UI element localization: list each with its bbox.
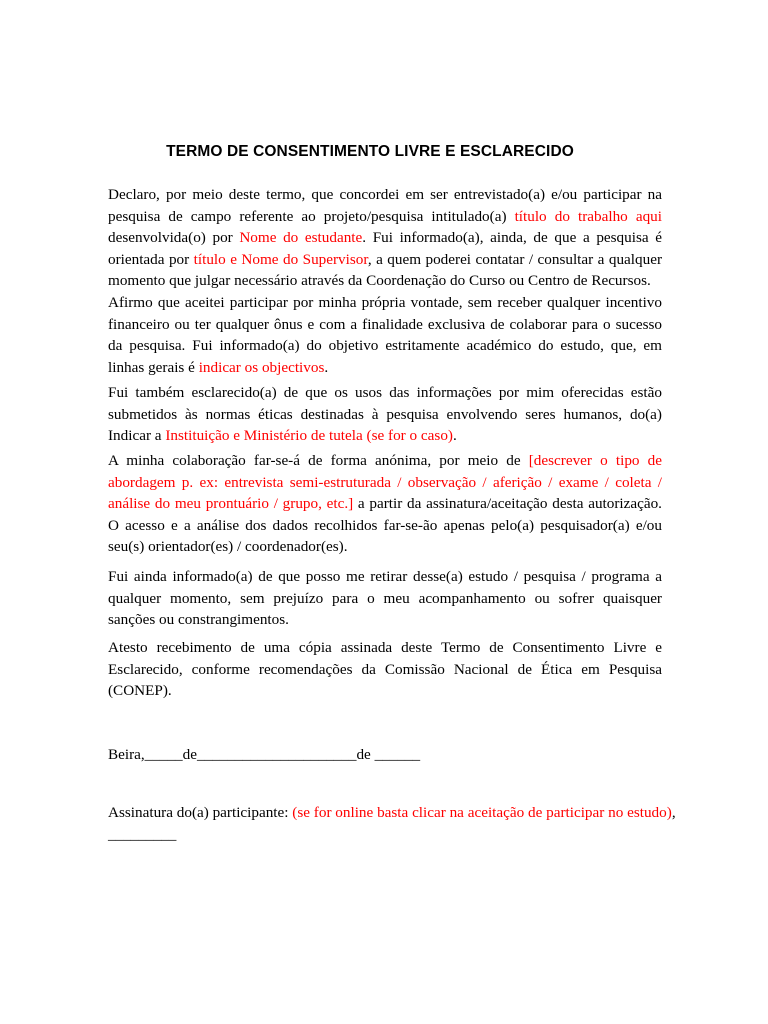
paragraph-copy-receipt: Atesto recebimento de uma cópia assinada deste Termo de Consentimento Livre e Esclarecido, conforme recomendações da Comissão Nacional de Ética em Pesquisa (CONEP). [108, 639, 662, 699]
text-segment: desenvolvida(o) por [108, 229, 240, 246]
signature-online-note: (se for online basta clicar na aceitação de participar no estudo) [292, 804, 672, 821]
signature-suffix: , [671, 804, 676, 821]
text-segment: A minha colaboração far-se-á de forma anónima, por meio de [108, 452, 529, 469]
text-segment: Declaro, por meio deste termo, que concordei em ser entrevistado(a) e/ou participar na pesquisa de campo referente ao projeto/pesquisa intitulado(a) [108, 186, 662, 225]
document-title: TERMO DE CONSENTIMENTO LIVRE E ESCLARECIDO [166, 143, 574, 160]
placeholder-supervisor: título e Nome do Supervisor [193, 250, 368, 268]
paragraph-ethics [108, 382, 662, 447]
text-segment: . [452, 427, 457, 444]
date-line: Beira,_____de_____________________de ______ [108, 746, 421, 763]
text-segment: . [324, 358, 329, 376]
text-segment: Afirmo que aceitei participar por minha própria vontade, sem receber qualquer incentivo financeiro ou ter qualquer ônus e com a finalidade exclusiva de colaborar para o sucesso da pesquisa. Fui informado(a) do objetivo estritamente académico do estudo, que, em linhas gerais é [108, 294, 662, 376]
paragraph-anonymity [108, 450, 662, 558]
signature-line [108, 802, 676, 824]
text-segment: . Fui informado(a), ainda, de que a pesquisa é orientada por [108, 229, 662, 268]
paragraph-declaration [108, 184, 662, 292]
signature-label: Assinatura do(a) participante: [108, 804, 293, 821]
placeholder-approach: [descrever o tipo de abordagem p. ex: entrevista semi-estruturada / observação / aferição / exame / coleta / análise do meu prontuário / grupo, etc.] [108, 452, 662, 512]
text-segment: , a quem poderei contatar / consultar a qualquer momento que julgar necessário através da Coordenação do Curso ou Centro de Recursos. [108, 250, 662, 289]
paragraph-withdrawal: Fui ainda informado(a) de que posso me retirar desse(a) estudo / pesquisa / programa a qualquer momento, sem prejuízo para o meu acompanhamento ou sofrer quaisquer sanções ou constrangimentos. [108, 568, 662, 628]
paragraph-voluntary [108, 292, 662, 378]
signature-blank: _________ [108, 826, 177, 843]
placeholder-student-name: Nome do estudante [239, 229, 363, 246]
text-segment: a partir da assinatura/aceitação desta autorização. O acesso e a análise dos dados recolhidos far-se-ão apenas pelo(a) pesquisador(a) e/ou seu(s) orientador(es) / coordenador(es). [108, 495, 662, 555]
placeholder-objectives: indicar os objectivos [198, 358, 325, 376]
text-segment: Fui também esclarecido(a) de que os usos das informações por mim oferecidas estão submetidos às normas éticas destinadas à pesquisa envolvendo seres humanos, do(a) Indicar a [108, 384, 662, 444]
placeholder-institution: Instituição e Ministério de tutela (se for o caso) [165, 427, 453, 444]
placeholder-work-title: título do trabalho aqui [514, 207, 662, 225]
